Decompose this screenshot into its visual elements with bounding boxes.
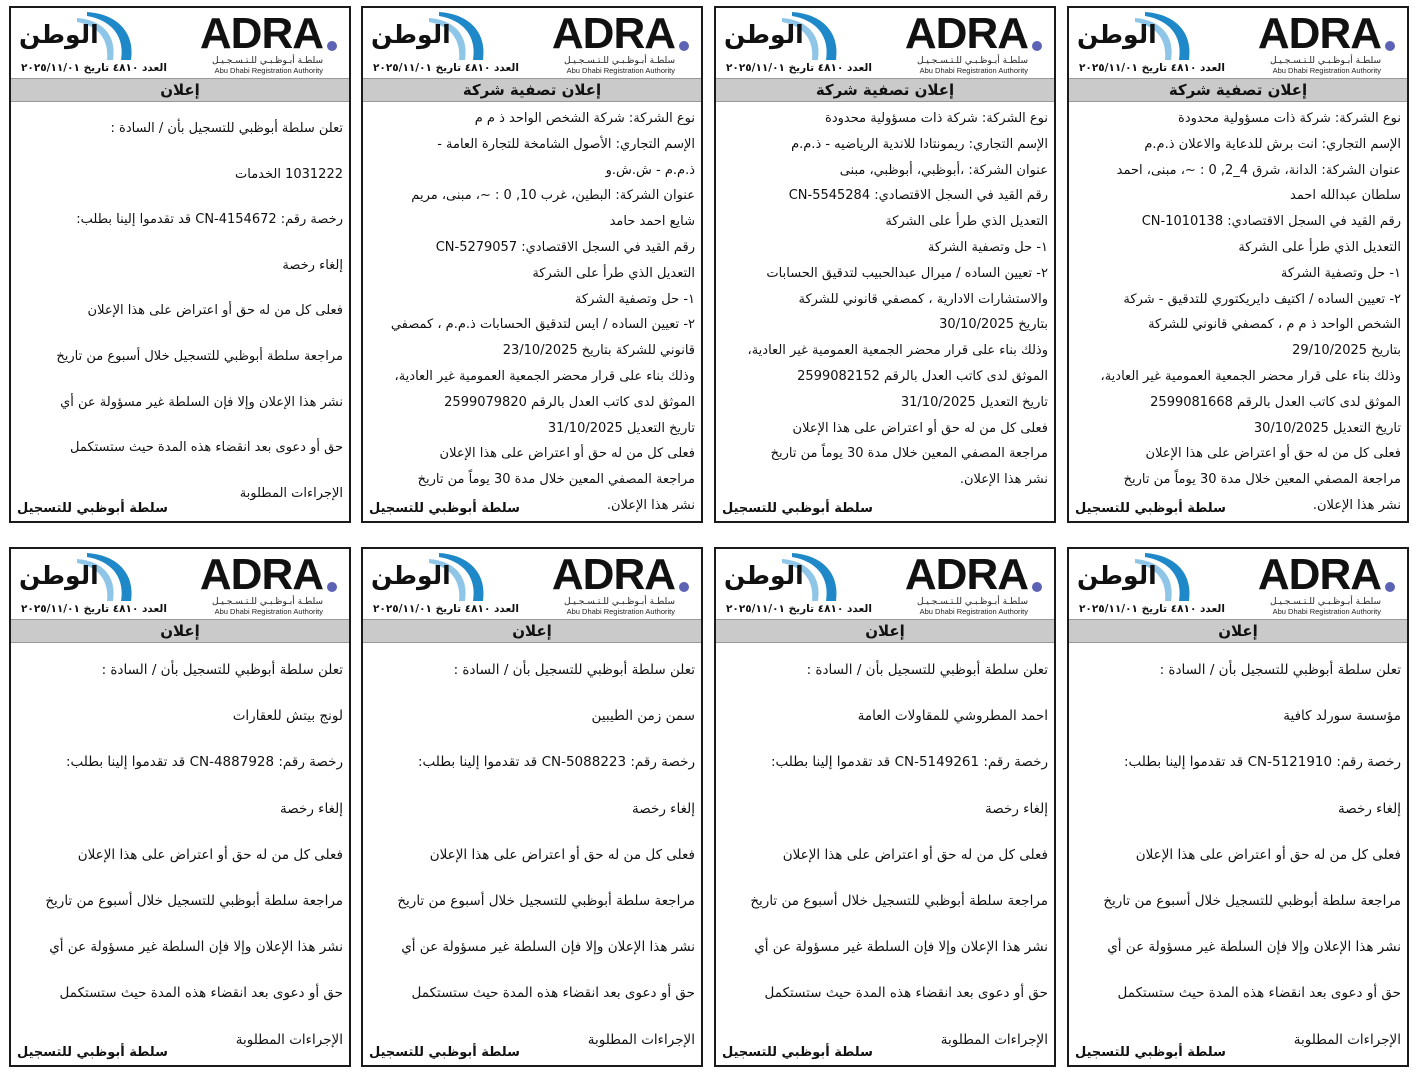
notice-signature: سلطة أبوظبي للتسجيل <box>1075 501 1226 516</box>
watan-wordmark: الوطن <box>19 20 99 49</box>
notice-line: عنوان الشركة: البطين، غرب 10, 0 : ~، مبنى، مريم <box>411 188 695 204</box>
al-watan-logo <box>17 10 145 62</box>
adra-english-name: Abu Dhabi Registration Authority <box>919 66 1028 75</box>
watan-wordmark: الوطن <box>724 561 804 590</box>
notice-line: التعديل الذي طرأ على الشركة <box>1238 239 1401 255</box>
adra-logo <box>1219 551 1397 617</box>
notice-line: الإسم التجاري: ريمونتادا للاندية الرياضيه - ذ.م.م <box>791 136 1048 152</box>
notice-line: نشر هذا الإعلان وإلا فإن السلطة غير مسؤولة عن أي <box>1107 939 1401 956</box>
notice-line: رقم القيد في السجل الاقتصادي: CN-5545284 <box>788 188 1048 204</box>
notice-line: تاريخ التعديل 31/10/2025 <box>900 394 1048 410</box>
adra-arabic-name: سلطـة أبـوظـبـي للـتـسـجـيـل <box>563 56 675 66</box>
notice-line: عنوان الشركة: الدانة، شرق 4_2, 0 : ~، مبنى، احمد <box>1116 162 1401 178</box>
adra-english-name: Abu Dhabi Registration Authority <box>566 607 675 616</box>
al-watan-logo <box>369 10 497 62</box>
notice-panel-bottom-3 <box>361 547 703 1067</box>
notice-panel-top-1 <box>1067 6 1409 523</box>
watan-wordmark: الوطن <box>371 561 451 590</box>
notice-line: تعلن سلطة أبوظبي للتسجيل بأن / السادة : <box>110 121 343 136</box>
notice-line: رخصة رقم: CN-4154672 قد تقدموا إلينا بطلب: <box>76 212 343 228</box>
issue-date: العدد ٤٨١٠ تاريخ ٢٠٢٥/١١/٠١ <box>1079 62 1225 74</box>
adra-dot-icon <box>679 41 689 51</box>
notice-signature: سلطة أبوظبي للتسجيل <box>722 1045 873 1060</box>
adra-arabic-name: سلطـة أبـوظـبـي للـتـسـجـيـل <box>563 597 675 607</box>
adra-english-name: Abu Dhabi Registration Authority <box>1272 607 1381 616</box>
notice-title: إعلان تصفية شركة <box>363 78 701 102</box>
notice-line: التعديل الذي طرأ على الشركة <box>532 265 695 281</box>
notice-body <box>716 102 1054 493</box>
notice-line: مراجعة المصفي المعين خلال مدة 30 يوماً من تاريخ <box>770 446 1048 462</box>
notice-line: فعلى كل من له حق أو اعتراض على هذا الإعلان <box>1135 846 1401 863</box>
notice-line: فعلى كل من له حق أو اعتراض على هذا الإعلان <box>77 846 343 863</box>
notice-line: الإسم التجاري: انت برش للدعاية والاعلان ذ.م.م <box>1144 136 1401 152</box>
adra-logo <box>161 551 339 617</box>
adra-logo <box>513 10 691 76</box>
issue-date: العدد ٤٨١٠ تاريخ ٢٠٢٥/١١/٠١ <box>21 603 167 615</box>
notice-line: والاستشارات الادارية ، كمصفي قانوني للشركة <box>798 291 1048 307</box>
notice-line: وذلك بناء على قرار محضر الجمعية العمومية غير العادية، <box>747 343 1048 359</box>
adra-logo <box>161 10 339 76</box>
notice-line: تعلن سلطة أبوظبي للتسجيل بأن / السادة : <box>453 662 695 678</box>
issue-date: العدد ٤٨١٠ تاريخ ٢٠٢٥/١١/٠١ <box>373 603 519 615</box>
notice-line: إلغاء رخصة <box>632 800 695 817</box>
notice-line: الإسم التجاري: الأصول الشامخة للتجارة العامة - <box>437 136 695 152</box>
notice-title: إعلان <box>716 619 1054 643</box>
notice-line: بتاريخ 30/10/2025 <box>939 317 1048 333</box>
notice-line: مراجعة سلطة أبوظبي للتسجيل خلال أسبوع من تاريخ <box>45 893 343 910</box>
notice-line: مؤسسة سورلد كافية <box>1283 708 1401 725</box>
adra-dot-icon <box>1032 582 1042 592</box>
adra-wordmark: ADRA <box>551 9 675 58</box>
notice-line: نوع الشركة: شركة ذات مسؤولية محدودة <box>825 111 1048 126</box>
adra-dot-icon <box>1032 41 1042 51</box>
notice-line: 1031222 الخدمات <box>235 166 343 182</box>
notice-line: سلطان عبدالله احمد <box>1290 188 1401 204</box>
panel-masthead <box>1069 8 1407 78</box>
notice-line: نشر هذا الإعلان وإلا فإن السلطة غير مسؤولة عن أي <box>754 939 1048 956</box>
adra-english-name: Abu Dhabi Registration Authority <box>214 607 323 616</box>
watan-wordmark: الوطن <box>1077 561 1157 590</box>
al-watan-logo <box>369 551 497 603</box>
watan-wordmark: الوطن <box>19 561 99 590</box>
issue-date: العدد ٤٨١٠ تاريخ ٢٠٢٥/١١/٠١ <box>373 62 519 74</box>
notice-line: فعلى كل من له حق أو اعتراض على هذا الإعلان <box>782 846 1048 863</box>
notice-line: مراجعة سلطة أبوظبي للتسجيل خلال أسبوع من تاريخ <box>397 893 695 910</box>
adra-logo <box>513 551 691 617</box>
notice-line: الإجراءات المطلوبة <box>587 1031 695 1048</box>
watan-wordmark: الوطن <box>371 20 451 49</box>
adra-arabic-name: سلطـة أبـوظـبـي للـتـسـجـيـل <box>1269 56 1381 66</box>
panel-masthead <box>11 8 349 78</box>
notice-line: احمد المطروشي للمقاولات العامة <box>857 708 1048 725</box>
notice-title: إعلان تصفية شركة <box>1069 78 1407 102</box>
notice-title: إعلان <box>11 619 349 643</box>
notice-line: الإجراءات المطلوبة <box>235 1031 343 1048</box>
notice-panel-top-3 <box>361 6 703 523</box>
notice-line: نشر هذا الإعلان وإلا فإن السلطة غير مسؤولة عن أي <box>401 939 695 956</box>
notice-line: تاريخ التعديل 30/10/2025 <box>1253 420 1401 436</box>
adra-arabic-name: سلطـة أبـوظـبـي للـتـسـجـيـل <box>211 597 323 607</box>
notice-line: نشر هذا الإعلان. <box>606 497 695 513</box>
notice-line: حق أو دعوى بعد انقضاء هذه المدة حيث ستستكمل <box>70 440 343 456</box>
notice-body <box>1069 102 1407 519</box>
notice-line: نشر هذا الإعلان وإلا فإن السلطة غير مسؤولة عن أي <box>60 394 343 410</box>
notice-line: تعلن سلطة أبوظبي للتسجيل بأن / السادة : <box>1159 662 1401 678</box>
notice-line: رقم القيد في السجل الاقتصادي: CN-1010138 <box>1141 214 1401 230</box>
notice-line: نوع الشركة: شركة الشخص الواحد ذ م م <box>474 111 695 126</box>
adra-english-name: Abu Dhabi Registration Authority <box>1272 66 1381 75</box>
notice-title: إعلان <box>11 78 349 102</box>
adra-arabic-name: سلطـة أبـوظـبـي للـتـسـجـيـل <box>916 597 1028 607</box>
notice-line: رخصة رقم: CN-4887928 قد تقدموا إلينا بطلب: <box>65 754 343 771</box>
notice-body <box>1069 643 1407 1063</box>
adra-wordmark: ADRA <box>904 550 1028 599</box>
notice-line: مراجعة سلطة أبوظبي للتسجيل خلال أسبوع من تاريخ <box>750 893 1048 910</box>
notice-line: رقم القيد في السجل الاقتصادي: CN-5279057 <box>435 239 695 255</box>
notice-line: ٢- تعيين الساده / ميرال عبدالحبيب لتدقيق الحسابات <box>766 265 1048 281</box>
notice-body <box>716 643 1054 1063</box>
notice-line: حق أو دعوى بعد انقضاء هذه المدة حيث ستستكمل <box>411 985 695 1002</box>
notice-line: مراجعة المصفي المعين خلال مدة 30 يوماً من تاريخ <box>1123 472 1401 488</box>
notice-signature: سلطة أبوظبي للتسجيل <box>722 501 873 516</box>
notice-title: إعلان تصفية شركة <box>716 78 1054 102</box>
notice-line: عنوان الشركة: ،أبوظبي، أبوظبي، مبنى <box>839 162 1048 178</box>
notice-panel-top-4 <box>9 6 351 523</box>
notice-title: إعلان <box>1069 619 1407 643</box>
notice-signature: سلطة أبوظبي للتسجيل <box>369 501 520 516</box>
notice-line: فعلى كل من له حق أو اعتراض على هذا الإعلان <box>439 446 695 462</box>
notice-line: نوع الشركة: شركة ذات مسؤولية محدودة <box>1178 111 1401 126</box>
notice-line: الموثق لدى كاتب العدل بالرقم 2599079820 <box>444 394 695 410</box>
notice-line: لونج بيتش للعقارات <box>232 708 343 725</box>
notice-line: وذلك بناء على قرار محضر الجمعية العمومية غير العادية، <box>394 368 695 384</box>
adra-arabic-name: سلطـة أبـوظـبـي للـتـسـجـيـل <box>916 56 1028 66</box>
watan-wordmark: الوطن <box>724 20 804 49</box>
notice-panel-top-2 <box>714 6 1056 523</box>
notice-line: تعلن سلطة أبوظبي للتسجيل بأن / السادة : <box>806 662 1048 678</box>
al-watan-logo <box>1075 10 1203 62</box>
notice-line: إلغاء رخصة <box>280 800 343 817</box>
notice-line: ١- حل وتصفية الشركة <box>927 239 1048 255</box>
notice-line: ٢- تعيين الساده / اكتيف دايريكتوري للتدقيق - شركة <box>1123 291 1401 307</box>
notice-line: مراجعة سلطة أبوظبي للتسجيل خلال أسبوع من تاريخ <box>1103 893 1401 910</box>
adra-logo <box>1219 10 1397 76</box>
notice-line: التعديل الذي طرأ على الشركة <box>885 214 1048 230</box>
notice-line: شايع احمد حامد <box>609 214 695 230</box>
panel-masthead <box>363 8 701 78</box>
notice-line: تعلن سلطة أبوظبي للتسجيل بأن / السادة : <box>101 662 343 678</box>
notice-line: مراجعة سلطة أبوظبي للتسجيل خلال أسبوع من تاريخ <box>56 348 343 364</box>
notice-panel-bottom-2 <box>714 547 1056 1067</box>
adra-wordmark: ADRA <box>551 550 675 599</box>
adra-dot-icon <box>1385 41 1395 51</box>
notice-line: رخصة رقم: CN-5149261 قد تقدموا إلينا بطلب: <box>770 754 1048 771</box>
panel-masthead <box>363 549 701 619</box>
notice-line: فعلى كل من له حق أو اعتراض على هذا الإعلان <box>87 303 343 319</box>
issue-date: العدد ٤٨١٠ تاريخ ٢٠٢٥/١١/٠١ <box>21 62 167 74</box>
adra-arabic-name: سلطـة أبـوظـبـي للـتـسـجـيـل <box>1269 597 1381 607</box>
notice-line: نشر هذا الإعلان وإلا فإن السلطة غير مسؤولة عن أي <box>49 939 343 956</box>
notice-line: ١- حل وتصفية الشركة <box>574 291 695 307</box>
notice-line: الإجراءات المطلوبة <box>1293 1031 1401 1048</box>
notice-line: رخصة رقم: CN-5121910 قد تقدموا إلينا بطلب: <box>1123 754 1401 771</box>
adra-english-name: Abu Dhabi Registration Authority <box>566 66 675 75</box>
notice-body <box>11 643 349 1063</box>
adra-dot-icon <box>327 41 337 51</box>
notice-line: حق أو دعوى بعد انقضاء هذه المدة حيث ستستكمل <box>764 985 1048 1002</box>
adra-wordmark: ADRA <box>1257 550 1381 599</box>
al-watan-logo <box>1075 551 1203 603</box>
panel-masthead <box>11 549 349 619</box>
notice-signature: سلطة أبوظبي للتسجيل <box>1075 1045 1226 1060</box>
notice-signature: سلطة أبوظبي للتسجيل <box>17 501 168 516</box>
adra-arabic-name: سلطـة أبـوظـبـي للـتـسـجـيـل <box>211 56 323 66</box>
notice-signature: سلطة أبوظبي للتسجيل <box>17 1045 168 1060</box>
panel-masthead <box>716 549 1054 619</box>
notice-line: قانوني للشركة بتاريخ 23/10/2025 <box>502 343 695 359</box>
notice-line: الموثق لدى كاتب العدل بالرقم 2599082152 <box>797 368 1048 384</box>
notice-line: إلغاء رخصة <box>1338 800 1401 817</box>
notice-line: إلغاء رخصة <box>985 800 1048 817</box>
notice-body <box>363 643 701 1063</box>
adra-wordmark: ADRA <box>904 9 1028 58</box>
notice-panel-bottom-1 <box>1067 547 1409 1067</box>
notice-signature: سلطة أبوظبي للتسجيل <box>369 1045 520 1060</box>
issue-date: العدد ٤٨١٠ تاريخ ٢٠٢٥/١١/٠١ <box>726 603 872 615</box>
notice-line: حق أو دعوى بعد انقضاء هذه المدة حيث ستستكمل <box>1117 985 1401 1002</box>
notice-line: الشخص الواحد ذ م م ، كمصفي قانوني للشركة <box>1148 317 1401 333</box>
notice-line: ١- حل وتصفية الشركة <box>1280 265 1401 281</box>
notice-line: نشر هذا الإعلان. <box>959 472 1048 488</box>
notice-body <box>363 102 701 519</box>
adra-english-name: Abu Dhabi Registration Authority <box>919 607 1028 616</box>
notice-line: بتاريخ 29/10/2025 <box>1292 343 1401 359</box>
al-watan-logo <box>17 551 145 603</box>
notice-line: فعلى كل من له حق أو اعتراض على هذا الإعلان <box>792 420 1048 436</box>
notice-body <box>11 102 349 516</box>
adra-logo <box>866 551 1044 617</box>
adra-dot-icon <box>679 582 689 592</box>
notice-line: مراجعة المصفي المعين خلال مدة 30 يوماً من تاريخ <box>417 472 695 488</box>
notice-line: ذ.م.م - ش.ش.و <box>605 162 695 178</box>
watan-wordmark: الوطن <box>1077 20 1157 49</box>
notice-line: وذلك بناء على قرار محضر الجمعية العمومية غير العادية، <box>1100 368 1401 384</box>
adra-logo <box>866 10 1044 76</box>
notice-line: تاريخ التعديل 31/10/2025 <box>547 420 695 436</box>
panel-masthead <box>716 8 1054 78</box>
issue-date: العدد ٤٨١٠ تاريخ ٢٠٢٥/١١/٠١ <box>1079 603 1225 615</box>
notice-line: فعلى كل من له حق أو اعتراض على هذا الإعلان <box>429 846 695 863</box>
al-watan-logo <box>722 551 850 603</box>
notice-line: الإجراءات المطلوبة <box>239 485 343 501</box>
notice-line: سمن زمن الطيبين <box>591 708 695 725</box>
adra-wordmark: ADRA <box>1257 9 1381 58</box>
issue-date: العدد ٤٨١٠ تاريخ ٢٠٢٥/١١/٠١ <box>726 62 872 74</box>
notice-line: حق أو دعوى بعد انقضاء هذه المدة حيث ستستكمل <box>59 985 343 1002</box>
notice-panel-bottom-4 <box>9 547 351 1067</box>
notice-line: نشر هذا الإعلان. <box>1312 497 1401 513</box>
adra-wordmark: ADRA <box>199 550 323 599</box>
adra-wordmark: ADRA <box>199 9 323 58</box>
al-watan-logo <box>722 10 850 62</box>
notice-line: الموثق لدى كاتب العدل بالرقم 2599081668 <box>1150 394 1401 410</box>
notice-line: رخصة رقم: CN-5088223 قد تقدموا إلينا بطلب: <box>417 754 695 771</box>
adra-dot-icon <box>1385 582 1395 592</box>
notice-line: ٢- تعيين الساده / ايس لتدقيق الحسابات ذ.م.م ، كمصفي <box>390 317 695 333</box>
notice-title: إعلان <box>363 619 701 643</box>
notice-line: إلغاء رخصة <box>282 257 343 273</box>
notice-line: فعلى كل من له حق أو اعتراض على هذا الإعلان <box>1145 446 1401 462</box>
adra-dot-icon <box>327 582 337 592</box>
notice-line: الإجراءات المطلوبة <box>940 1031 1048 1048</box>
adra-english-name: Abu Dhabi Registration Authority <box>214 66 323 75</box>
panel-masthead <box>1069 549 1407 619</box>
